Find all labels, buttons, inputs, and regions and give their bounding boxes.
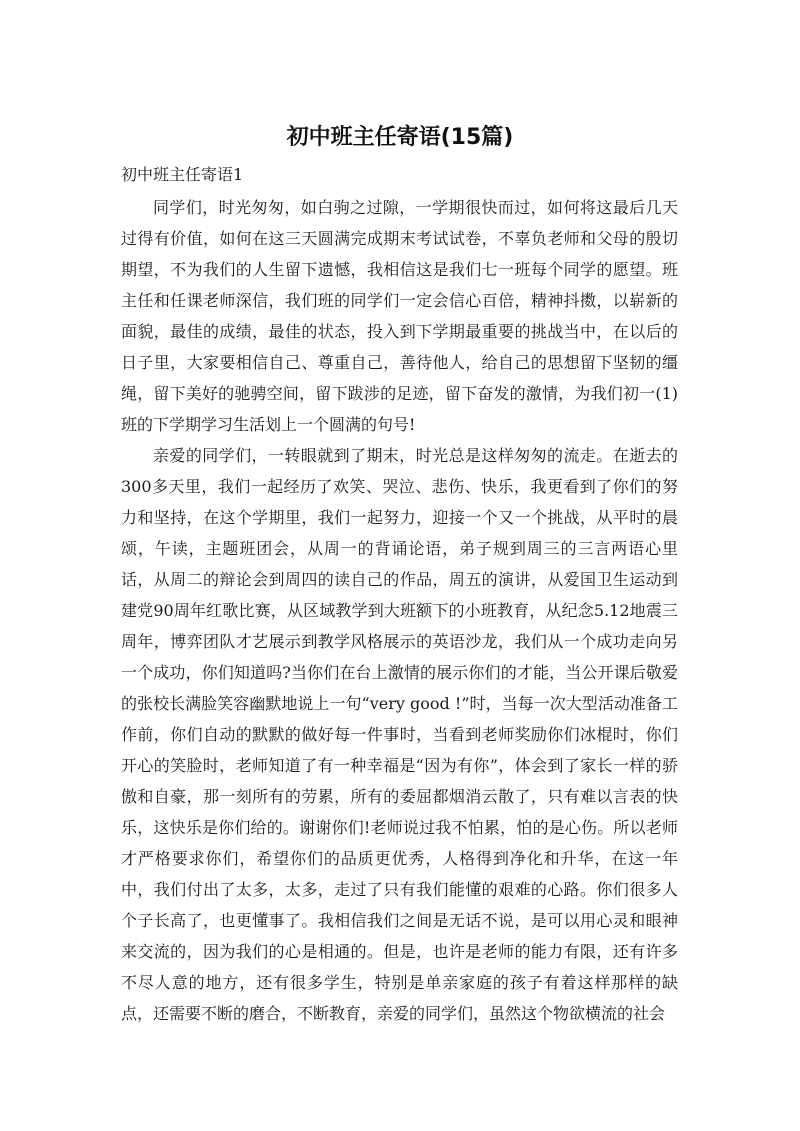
section-heading: 初中班主任寄语1 bbox=[121, 165, 244, 184]
document-title: 初中班主任寄语(15篇) bbox=[286, 125, 514, 150]
body-text bbox=[121, 192, 678, 1029]
paragraph-1: 同学们，时光匆匆，如白驹之过隙，一学期很快而过，如何将这最后几天过得有价值，如何在这三天圆满完成期末考试试卷，不辜负老师和父母的殷切期望，不为我们的人生留下遗憾，我相信这是我们七一班每个同学的愿望。班主任和任课老师深信，我们班的同学们一定会信心百倍，精神抖擞，以崭新的面貌，最佳的成绩，最佳的状态，投入到下学期最重要的挑战当中，在以后的日子里，大家要相信自己、尊重自己，善待他人，给自己的思想留下坚韧的缰绳，留下美好的驰骋空间，留下跋涉的足迹，留下奋发的激情，为我们初一(1)班的下学期学习生活划上一个圆满的句号! bbox=[121, 198, 678, 434]
paragraph-2: 亲爱的同学们，一转眼就到了期末，时光总是这样匆匆的流走。在逝去的300多天里，我们一起经历了欢笑、哭泣、悲伤、快乐，我更看到了你们的努力和坚持，在这个学期里，我们一起努力，迎接一个又一个挑战，从平时的晨颂，午读，主题班团会，从周一的背诵论语，弟子规到周三的三言两语心里话，从周二的辩论会到周四的读自己的作品，周五的演讲，从爱国卫生运动到建党90周年红歌比赛，从区域教学到大班额下的小班教育，从纪念5.12地震三周年，博弈团队才艺展示到教学风格展示的英语沙龙，我们从一个成功走向另一个成功，你们知道吗?当你们在台上激情的展示你们的才能，当公开课后敬爱的张校长满脸笑容幽默地说上一句“very good !”时，当每一次大型活动准备工作前，你们自动的默默的做好每一件事时，当看到老师奖励你们冰棍时，你们开心的笑脸时，老师知道了有一种幸福是“因为有你”，体会到了家长一样的骄傲和自豪，那一刻所有的劳累，所有的委屈都烟消云散了，只有难以言表的快乐，这快乐是你们给的。谢谢你们!老师说过我不怕累，怕的是心伤。所以老师才严格要求你们，希望你们的品质更优秀，人格得到净化和升华，在这一年中，我们付出了太多，太多，走过了只有我们能懂的艰难的心路。你们很多人个子长高了，也更懂事了。我相信我们之间是无话不说，是可以用心灵和眼神来交流的，因为我们的心是相通的。但是，也许是老师的能力有限，还有许多不尽人意的地方，还有很多学生，特别是单亲家庭的孩子有着这样那样的缺点，还需要不断的磨合，不断教育，亲爱的同学们，虽然这个物欲横流的社会 bbox=[121, 446, 678, 1023]
